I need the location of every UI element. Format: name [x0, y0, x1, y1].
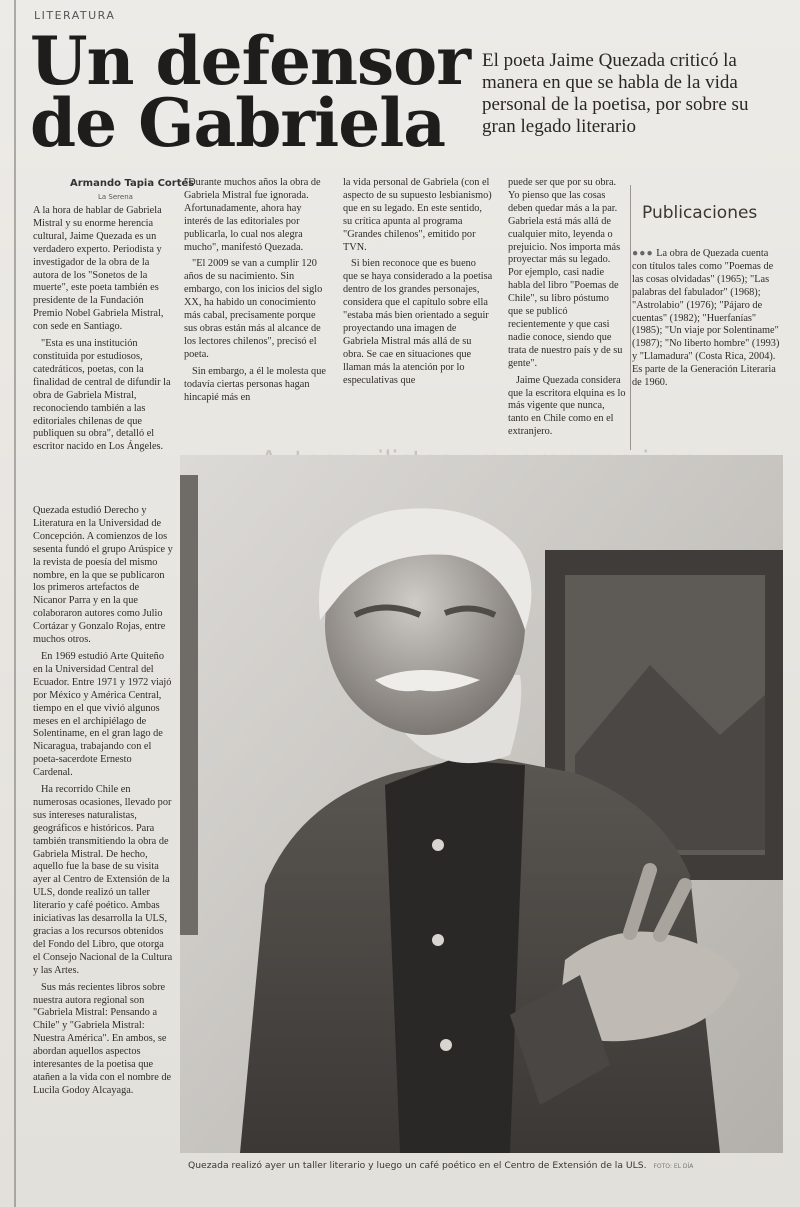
- paragraph: puede ser que por su obra. Yo pienso que las cosas deben quedar más a la par. Gabriela está más allá de cualquier mito, leyenda o prejuicio. Nos importa más proyectar más su legado. Por ejemplo, casi nadie habla del libro "Poemas de Chile", su libro póstumo que se publicó recientemente y que casi nadie conoce, siendo que trata de nuestro país y de su gente".: [508, 177, 623, 369]
- photo-credit: FOTO: EL DÍA: [653, 1163, 694, 1170]
- article-column-1-continued: [33, 505, 173, 1102]
- sidebar-text: La obra de Quezada cuenta con títulos tales como "Poemas de las cosas olvidadas" (1965); "Las palabras del fabulador" (1968); "Astrolabio" (1976); "Pájaro de cuentas" (1982); "Huerfanías" (1985); "Un viaje por Solentiname" (1987); "No liberto hombre" (1993) y "Llamadura" (Costa Rica, 2004). Es parte de la Generación Literaria de 1960.: [632, 248, 780, 389]
- sidebar-title: Publicaciones: [642, 203, 758, 223]
- paragraph: la vida personal de Gabriela (con el aspecto de su supuesto lesbianismo) que en su legado. En este sentido, su crítica apunta al programa "Grandes chilenos", emitido por TVN.: [343, 177, 492, 253]
- paragraph: Jaime Quezada considera que la escritora elquina es lo más vigente que nunca, tanto en Chile como en el extranjero.: [508, 374, 626, 438]
- article-column-4: [508, 177, 626, 443]
- paragraph: "Durante muchos años la obra de Gabriela Mistral fue ignorada. Afortunadamente, ahora hay interés de las editoriales por publicarla, lo cual nos alegra mucho", manifestó Quezada.: [184, 177, 321, 253]
- sidebar-body: [632, 248, 782, 390]
- headline-line-2: de Gabriela: [30, 84, 446, 162]
- bullet-icon: ●●●: [632, 248, 654, 259]
- byline-author: Armando Tapia Cortés: [70, 178, 195, 189]
- portrait-photo: [180, 455, 783, 1153]
- caption-text: Quezada realizó ayer un taller literario y luego un café poético en el Centro de Extensión de la ULS.: [188, 1160, 647, 1171]
- article-column-1: [33, 205, 173, 458]
- article-column-2: [184, 177, 330, 408]
- paragraph: Si bien reconoce que es bueno que se haya considerado a la poetisa dentro de los grandes personajes, considera que el capítulo sobre ella "estaba más bien orientado a seguir proyectando una imagen de Gabriela Mistral más allá de su obra. Se cae en situaciones que llaman más la atención por lo especulativas que: [343, 258, 493, 386]
- headline-line-1: Un defensor: [30, 22, 470, 100]
- sidebar-divider: [630, 185, 631, 450]
- paragraph: "Esta es una institución constituida por estudiosos, catedráticos, poetas, con la finalidad de central de difundir la obra de Gabriela Mistral, reconociendo también a las editoriales chilenas de que publiquen su obra", detalló el escritor nacido en Los Ángeles.: [33, 338, 171, 453]
- byline-place: La Serena: [98, 193, 133, 201]
- paragraph: "El 2009 se van a cumplir 120 años de su nacimiento. Sin embargo, con los inicios del siglo XX, ha habido un conocimiento más cabal, precisamente porque sus obras están más al alcance de los lectores chilenos", precisó el poeta.: [184, 258, 323, 360]
- paragraph: A la hora de hablar de Gabriela Mistral y su enorme herencia cultural, Jaime Quezada es un verdadero experto. Periodista y investigador de la obra de la autora de los "Sonetos de la muerte", este poeta también es presidente de la Fundación Premio Nobel Gabriela Mistral, con sede en Santiago.: [33, 205, 164, 333]
- paragraph: Sin embargo, a él le molesta que todavía ciertas personas hagan hincapié más en: [184, 365, 326, 403]
- section-label: LITERATURA: [34, 9, 116, 22]
- photo-illustration: [180, 455, 783, 1153]
- photo-caption: [188, 1160, 778, 1171]
- paragraph: Sus más recientes libros sobre nuestra autora regional son "Gabriela Mistral: Pensando a Chile" y "Gabriela Mistral: Nuestra América". En ambos, se abordan aquellos aspectos interesantes de la poetisa que atañen a la vida con el nombre de Lucila Godoy Alcayaga.: [33, 981, 172, 1096]
- deck-subheadline: El poeta Jaime Quezada criticó la manera en que se habla de la vida personal de la poetisa, por sobre su gran legado literario: [482, 50, 749, 137]
- paragraph: En 1969 estudió Arte Quiteño en la Universidad Central del Ecuador. Entre 1971 y 1972 viajó por México y América Central, tiempo en el que vivió algunos meses en el archipiélago de Solentiname, en el gran lago de Nicaragua, trabajando con el poeta-sacerdote Ernesto Cardenal.: [33, 650, 172, 779]
- paragraph: Ha recorrido Chile en numerosas ocasiones, llevado por sus intereses naturalistas, geográficos e históricos. Para también transmitiendo la obra de Gabriela Mistral. De hecho, aquello fue la base de su visita ayer al Centro de Extensión de la ULS, donde realizó un taller literario y café poético. Ambas iniciativas las desarrolla la ULS, gracias a los recursos obtenidos del Fondo del Libro, que otorga el Consejo Nacional de la Cultura y las Artes.: [33, 784, 173, 976]
- paragraph: Quezada estudió Derecho y Literatura en la Universidad de Concepción. A comienzos de los sesenta fundó el grupo Arúspice y la revista de poesía del mismo nombre, en la que se publicaron los primeros artefactos de Nicanor Parra y en la que colaboraron autores como Julio Cortázar y Gonzalo Rojas, entre muchos otros.: [33, 505, 173, 646]
- headline: [30, 22, 470, 162]
- page-fold-line: [14, 0, 16, 1207]
- article-column-3: [343, 177, 493, 392]
